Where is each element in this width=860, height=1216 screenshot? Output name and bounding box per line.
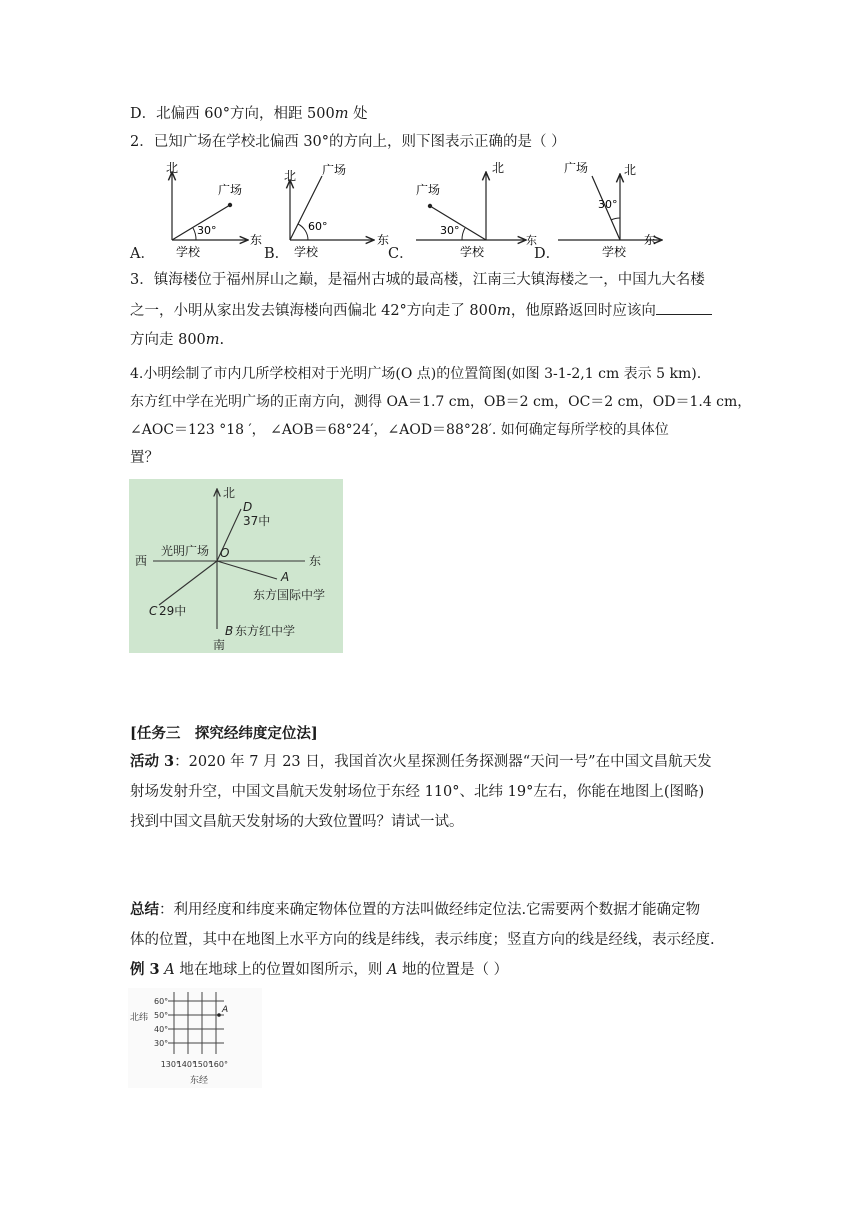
activity3-line2: 射场发射升空，中国文昌航天发射场位于东经 110°、北纬 19°左右，你能在地图上(图略) [130, 784, 705, 800]
activity3-line1: 活动 3：2020 年 7 月 23 日，我国首次火星探测任务探测器“天问一号”在中国文昌航天发 [130, 753, 712, 770]
north-label: 北 [624, 163, 637, 177]
north-label: 北 [492, 161, 505, 175]
lat-lon-grid-figure [128, 988, 262, 1088]
example-label: 例 3 [130, 961, 160, 978]
q2-option-c-letter: C． [388, 246, 414, 262]
angle-arc [298, 224, 308, 240]
q3-line1: 3．镇海楼位于福州屏山之巅，是福州古城的最高楼，江南三大镇海楼之一，中国九大名楼 [130, 272, 705, 288]
origin-label: O [220, 546, 230, 560]
task3-heading: [任务三 探究经纬度定位法] [130, 725, 318, 742]
q2-stem: 2．已知广场在学校北偏西 30°的方向上，则下图表示正确的是（ ） [130, 134, 566, 150]
example3-stem: 例 3 A 地在地球上的位置如图所示，则 A 地的位置是（ ） [130, 961, 509, 978]
q4-line3: ∠AOC＝123 °18 ′， ∠AOB＝68°24′，∠AOD＝88°28′. 如何确定每所学校的具体位 [130, 422, 669, 438]
q3-line3: 方向走 800m. [130, 332, 225, 348]
lon-tick-150: 150° [192, 1060, 212, 1069]
q2-option-d-letter: D． [534, 246, 561, 262]
dongfanghong-label: 东方红中学 [235, 624, 296, 638]
q2-option-c-diagram [410, 158, 537, 262]
q2-option-b-diagram [282, 158, 400, 262]
q4-line2: 东方红中学在光明广场的正南方向，测得 OA＝1.7 cm，OB＝2 cm，OC＝2 cm，OD＝1.4 cm， [130, 394, 752, 410]
summary-line1: 总结：利用经度和纬度来确定物体位置的方法叫做经纬定位法.它需要两个数据才能确定物 [130, 901, 701, 918]
school-label: 学校 [294, 245, 319, 259]
east-label: 东 [250, 233, 263, 247]
point-b-label: B [225, 624, 234, 638]
point-d-label: D [243, 500, 253, 514]
q2-option-b-letter: B． [264, 246, 290, 262]
q2-option-d-diagram [550, 158, 674, 262]
lon-tick-130: 130° [160, 1060, 180, 1069]
lat-tick-30: 30° [154, 1039, 169, 1048]
point-a [217, 1013, 221, 1017]
q4-line4: 置？ [130, 450, 159, 466]
north-label: 北 [166, 161, 179, 175]
plaza-label: 广场 [416, 183, 441, 197]
q2-option-a-letter: A． [130, 246, 155, 262]
q3-line2: 之一，小明从家出发去镇海楼向西偏北 42°方向走了 800m，他原路返回时应该向 [130, 300, 712, 321]
summary-line2: 体的位置，其中在地图上水平方向的线是纬线，表示纬度；竖直方向的线是经线，表示经度. [130, 932, 715, 948]
lat-axis-label: 北纬 [130, 1013, 149, 1023]
angle-label: 60° [308, 220, 328, 233]
east-label: 东 [377, 233, 390, 247]
school-29-label: 29中 [159, 604, 187, 618]
east-label: 东 [526, 234, 537, 247]
point-a-label: A [281, 570, 290, 584]
angle-label: 30° [197, 224, 217, 237]
activity-label: 活动 3 [130, 753, 175, 770]
q2-options [130, 158, 670, 262]
angle-arc [611, 218, 620, 220]
lat-tick-60: 60° [154, 997, 169, 1006]
north-label: 北 [284, 169, 297, 183]
dongfang-international-label: 东方国际中学 [253, 588, 326, 602]
school-label: 学校 [176, 245, 201, 259]
q1-option-d: D．北偏西 60°方向，相距 500m 处 [130, 106, 368, 122]
lon-axis-label: 东经 [190, 1076, 209, 1086]
north-label: 北 [223, 486, 236, 500]
angle-label: 30° [598, 198, 618, 211]
lon-tick-140: 140° [176, 1060, 196, 1069]
angle-label: 30° [440, 224, 460, 237]
summary-label: 总结 [130, 901, 159, 918]
school-37-label: 37中 [243, 514, 271, 528]
plaza-label: 广场 [322, 163, 347, 177]
lat-tick-40: 40° [154, 1025, 169, 1034]
east-label: 东 [644, 233, 657, 247]
east-label: 东 [309, 554, 322, 568]
option-letter: D． [130, 106, 157, 122]
q2-option-a-diagram [150, 158, 268, 262]
q4-line1: 4.小明绘制了市内几所学校相对于光明广场(O 点)的位置简图(如图 3-1-2,1 cm 表示 5 km). [130, 366, 702, 382]
lon-tick-160: 160° [208, 1060, 228, 1069]
south-label: 南 [213, 638, 226, 652]
school-label: 学校 [460, 245, 485, 259]
school-label: 学校 [602, 245, 627, 259]
angle-arc [193, 228, 196, 240]
west-label: 西 [135, 554, 148, 568]
plaza-point [228, 203, 232, 207]
plaza-point [428, 204, 432, 208]
q4-location-figure [129, 479, 343, 653]
plaza-label: 广场 [218, 183, 243, 197]
angle-arc [462, 228, 465, 240]
answer-blank[interactable] [656, 300, 712, 315]
lat-tick-50: 50° [154, 1011, 169, 1020]
point-a-label: A [222, 1005, 229, 1015]
activity3-line3: 找到中国文昌航天发射场的大致位置吗？请试一试。 [130, 814, 464, 830]
point-c-label: C [149, 604, 158, 618]
figure-background [128, 988, 262, 1088]
plaza-label: 光明广场 [161, 544, 210, 558]
plaza-label: 广场 [564, 161, 589, 175]
